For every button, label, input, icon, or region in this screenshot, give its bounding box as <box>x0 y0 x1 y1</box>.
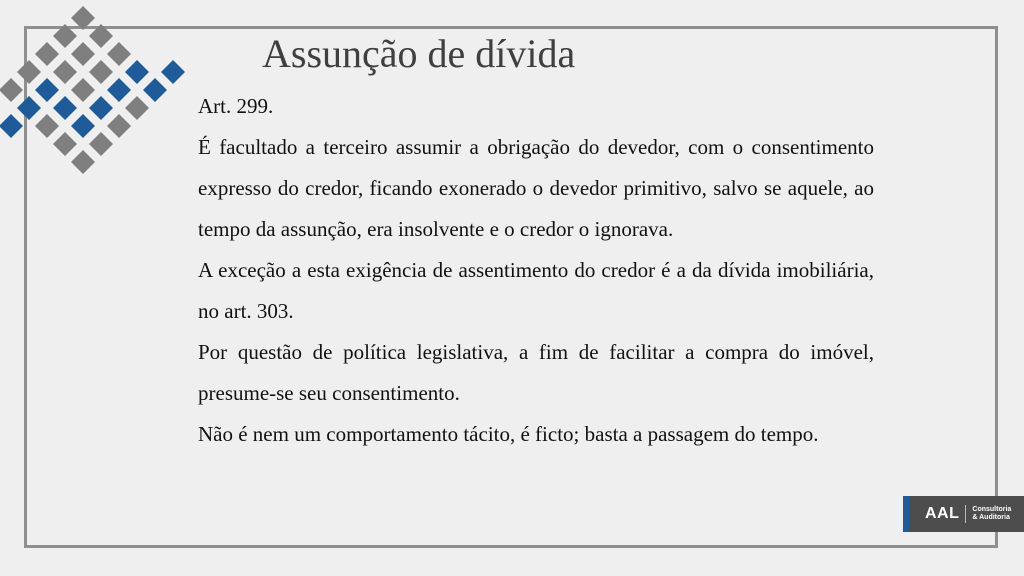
logo-tile-grey <box>17 60 41 84</box>
logo-tile-blue <box>0 114 23 138</box>
logo-tile-grey <box>53 132 77 156</box>
logo-tile-blue <box>125 60 149 84</box>
logo-tile-blue <box>143 78 167 102</box>
logo-tile-grey <box>107 114 131 138</box>
slide-title: Assunção de dívida <box>262 31 576 76</box>
paragraph-article: Art. 299. <box>198 94 274 118</box>
logo-tile-blue <box>107 78 131 102</box>
logo-tile-blue <box>161 60 185 84</box>
logo-tile-grey <box>35 42 59 66</box>
logo-tile-grey <box>53 60 77 84</box>
brand-subtitle-line1: Consultoria <box>972 506 1012 513</box>
logo-tile-grey <box>0 78 23 102</box>
logo-tile-grey <box>89 60 113 84</box>
logo-tile-blue <box>17 96 41 120</box>
logo-tile-grey <box>89 132 113 156</box>
slide-body <box>198 86 874 455</box>
logo-tile-grey <box>125 96 149 120</box>
paragraph-fiction: Não é nem um comportamento tácito, é ficto; basta a passagem do tempo. <box>198 422 819 446</box>
logo-tile-grey <box>71 6 95 30</box>
logo-tile-blue <box>53 96 77 120</box>
brand-name: AAL <box>925 505 960 522</box>
diamond-tile-logo-icon <box>0 0 190 180</box>
logo-tile-grey <box>53 24 77 48</box>
logo-tile-grey <box>71 78 95 102</box>
logo-tile-grey <box>35 114 59 138</box>
logo-tile-grey <box>89 24 113 48</box>
paragraph-exception: A exceção a esta exigência de assentimento do credor é a da dívida imobiliária, no art. 303. <box>198 258 874 323</box>
logo-tile-grey <box>107 42 131 66</box>
brand-subtitle-line2: & Auditoria <box>972 514 1010 521</box>
logo-tile-grey <box>71 42 95 66</box>
logo-tile-blue <box>89 96 113 120</box>
brand-subtitle <box>972 506 1011 522</box>
brand-accent-bar <box>903 496 909 532</box>
brand-badge <box>903 496 1024 532</box>
paragraph-definition: É facultado a terceiro assumir a obrigação do devedor, com o consentimento expresso do credor, ficando exonerado o devedor primitivo, salvo se aquele, ao tempo da assunção, era insolvente e o credor o ignorava. <box>198 135 874 241</box>
logo-tile-blue <box>71 114 95 138</box>
paragraph-policy: Por questão de política legislativa, a fim de facilitar a compra do imóvel, presume-se seu consentimento. <box>198 340 874 405</box>
logo-tile-grey <box>71 150 95 174</box>
brand-divider <box>965 505 966 523</box>
logo-tile-blue <box>35 78 59 102</box>
